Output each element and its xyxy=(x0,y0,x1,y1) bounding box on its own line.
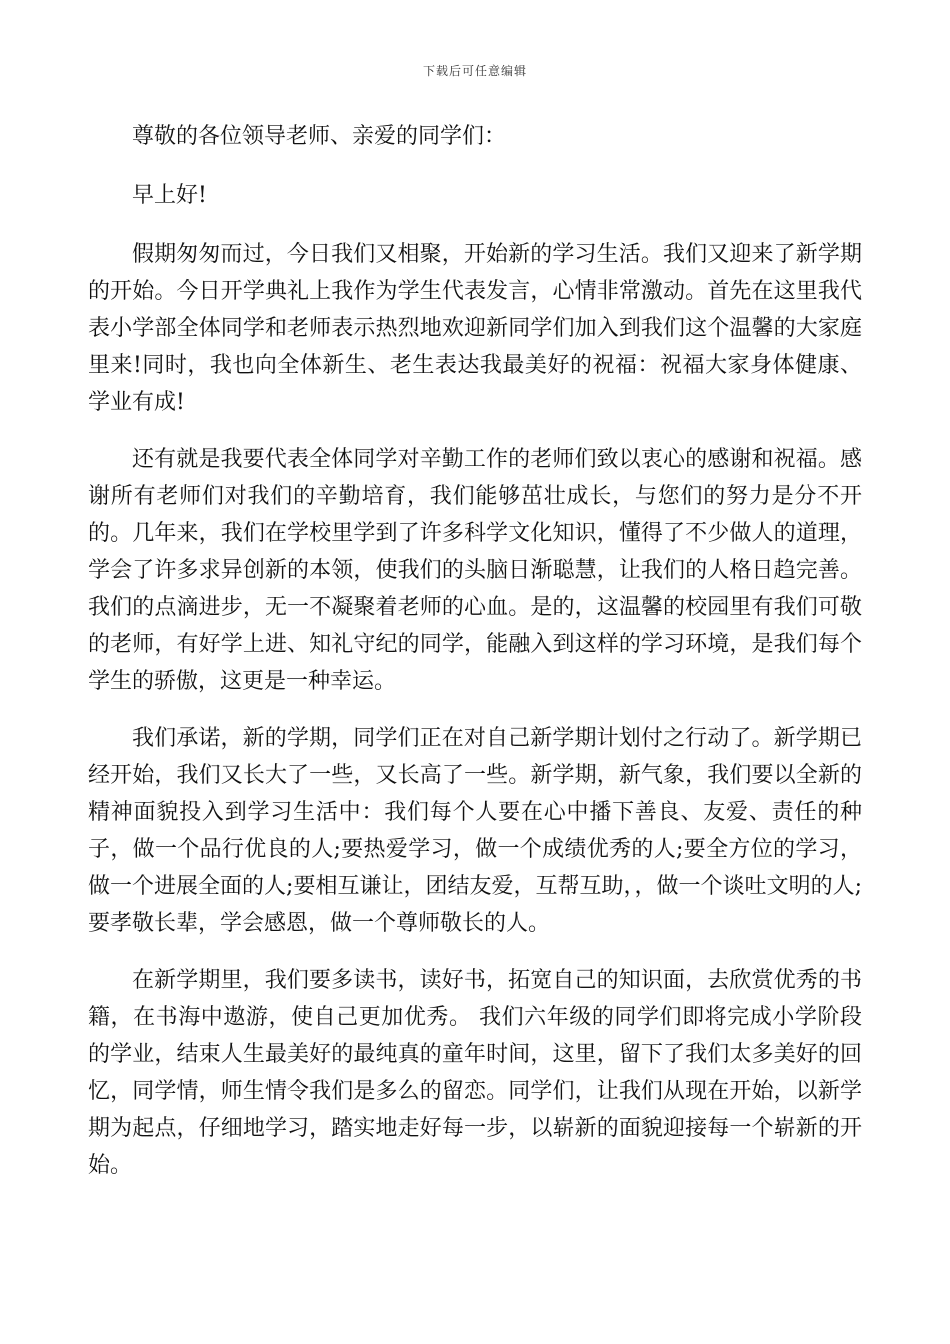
header-note: 下载后可任意编辑 xyxy=(422,64,527,78)
salutation-line: 早上好! xyxy=(132,183,207,208)
paragraph-2: 还有就是我要代表全体同学对辛勤工作的老师们致以衷心的感谢和祝福。感谢所有老师们对我们的辛勤培育，我们能够茁壮成长，与您们的努力是分不开的。几年来，我们在学校里学到了许多科学文化知识，懂得了不少做人的道理，学会了许多求异创新的本领，使我们的头脑日渐聪慧，让我们的人格日趋完善。我们的点滴进步，无一不凝聚着老师的心血。是的，这温馨的校园里有我们可敬的老师，有好学上进、知礼守纪的同学，能融入到这样的学习环境，是我们每个学生的骄傲，这更是一种幸运。 xyxy=(88,447,862,694)
document-body xyxy=(88,118,862,1204)
paragraph-1: 假期匆匆而过，今日我们又相聚，开始新的学习生活。我们又迎来了新学期的开始。今日开学典礼上我作为学生代表发言，心情非常激动。首先在这里我代表小学部全体同学和老师表示热烈地欢迎新同学们加入到我们这个温馨的大家庭里来!同时，我也向全体新生、老生表达我最美好的祝福：祝福大家身体健康、学业有成! xyxy=(88,242,862,415)
paragraph-3: 我们承诺，新的学期，同学们正在对自己新学期计划付之行动了。新学期已经开始，我们又长大了一些，又长高了一些。新学期，新气象，我们要以全新的精神面貌投入到学习生活中：我们每个人要在心中播下善良、友爱、责任的种子，做一个品行优良的人;要热爱学习，做一个成绩优秀的人;要全方位的学习，做一个进展全面的人;要相互谦让，团结友爱，互帮互助，，做一个谈吐文明的人;要孝敬长辈，学会感恩，做一个尊师敬长的人。 xyxy=(88,726,862,936)
greeting-line: 尊敬的各位领导老师、亲爱的同学们： xyxy=(132,124,507,149)
paragraph-4: 在新学期里，我们要多读书，读好书，拓宽自己的知识面，去欣赏优秀的书籍，在书海中遨游，使自己更加优秀。 我们六年级的同学们即将完成小学阶段的学业，结束人生最美好的最纯真的童年时间，这里，留下了我们太多美好的回忆，同学情，师生情令我们是多么的留恋。同学们，让我们从现在开始，以新学期为起点，仔细地学习，踏实地走好每一步，以崭新的面貌迎接每一个崭新的开始。 xyxy=(88,968,862,1178)
